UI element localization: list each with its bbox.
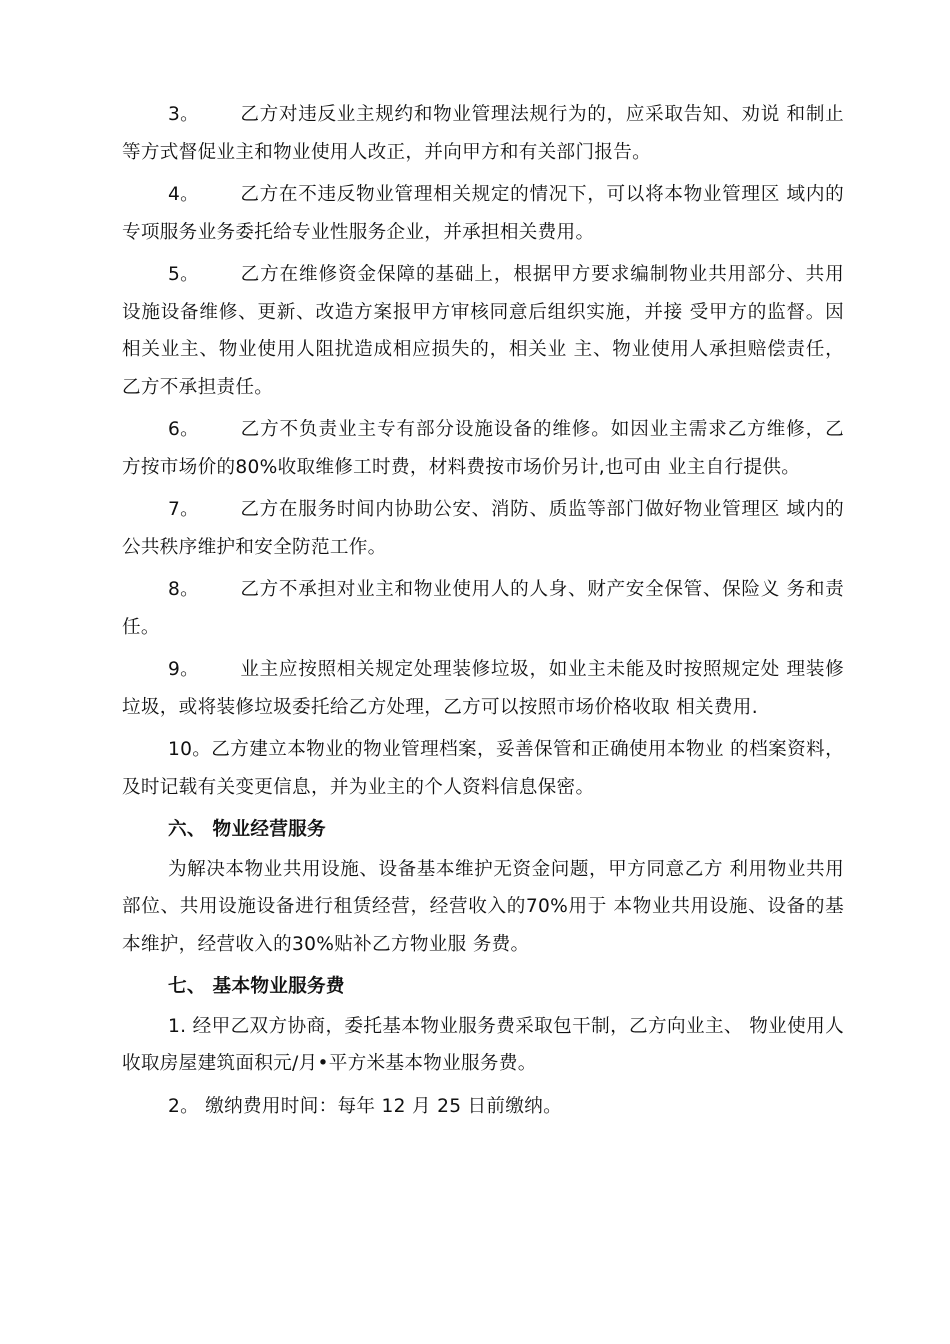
clause-7	[122, 491, 844, 566]
clause-number: 8。	[168, 579, 200, 600]
clause-text: 乙方在维修资金保障的基础上，根据甲方要求编制物业共用部分、共用设施设备维修、更新、改造方案报甲方审核同意后组织实施，并接 受甲方的监督。因相关业主、物业使用人阻扰造成相应损失的，相关业 主、物业使用人承担赔偿责任，乙方不承担责任。	[122, 264, 844, 398]
clause-text: 乙方不负责业主专有部分设施设备的维修。如因业主需求乙方维修，乙方按市场价的80%收取维修工时费，材料费按市场价另计,也可由 业主自行提供。	[122, 419, 844, 478]
clause-3	[122, 96, 844, 171]
clause-number: 3。	[168, 104, 200, 125]
clause-text: 乙方在不违反物业管理相关规定的情况下，可以将本物业管理区 域内的专项服务业务委托给专业性服务企业，并承担相关费用。	[122, 184, 844, 243]
clause-number: 7。	[168, 499, 200, 520]
clause-number: 9。	[168, 659, 200, 680]
clause-number: 5。	[168, 264, 200, 285]
section-7-heading: 七、 基本物业服务费	[168, 976, 345, 997]
clause-text: 业主应按照相关规定处理装修垃圾，如业主未能及时按照规定处 理装修垃圾，或将装修垃圾委托给乙方处理，乙方可以按照市场价格收取 相关费用.	[122, 659, 844, 718]
clause-text: 乙方建立本物业的物业管理档案，妥善保管和正确使用本物业 的档案资料，及时记载有关变更信息，并为业主的个人资料信息保密。	[122, 739, 844, 798]
clause-text: 乙方不承担对业主和物业使用人的人身、财产安全保管、保险义 务和责任。	[122, 579, 844, 638]
clause-number: 6。	[168, 419, 200, 440]
document-body	[122, 96, 844, 1130]
clause-number: 4。	[168, 184, 200, 205]
section-7-paragraph-2: 2。 缴纳费用时间：每年 12 月 25 日前缴纳。	[168, 1095, 563, 1117]
section-6-paragraph: 为解决本物业共用设施、设备基本维护无资金问题，甲方同意乙方 利用物业共用部位、共用设施设备进行租赁经营，经营收入的70%用于 本物业共用设施、设备的基本维护，经营收入的30%贴补乙方物业服 务费。	[122, 858, 844, 955]
clause-10	[122, 731, 844, 806]
clause-8	[122, 571, 844, 646]
clause-4	[122, 176, 844, 251]
clause-text: 乙方对违反业主规约和物业管理法规行为的，应采取告知、劝说 和制止等方式督促业主和物业使用人改正，并向甲方和有关部门报告。	[122, 104, 844, 163]
clause-6	[122, 411, 844, 486]
section-6-heading: 六、 物业经营服务	[168, 819, 326, 840]
clause-text: 乙方在服务时间内协助公安、消防、质监等部门做好物业管理区 域内的公共秩序维护和安全防范工作。	[122, 499, 844, 558]
clause-9	[122, 651, 844, 726]
clause-5	[122, 256, 844, 406]
clause-number: 10。	[168, 739, 212, 760]
section-7-paragraph-1: 1. 经甲乙双方协商，委托基本物业服务费采取包干制，乙方向业主、 物业使用人收取房屋建筑面积元/月•平方米基本物业服务费。	[122, 1015, 844, 1074]
